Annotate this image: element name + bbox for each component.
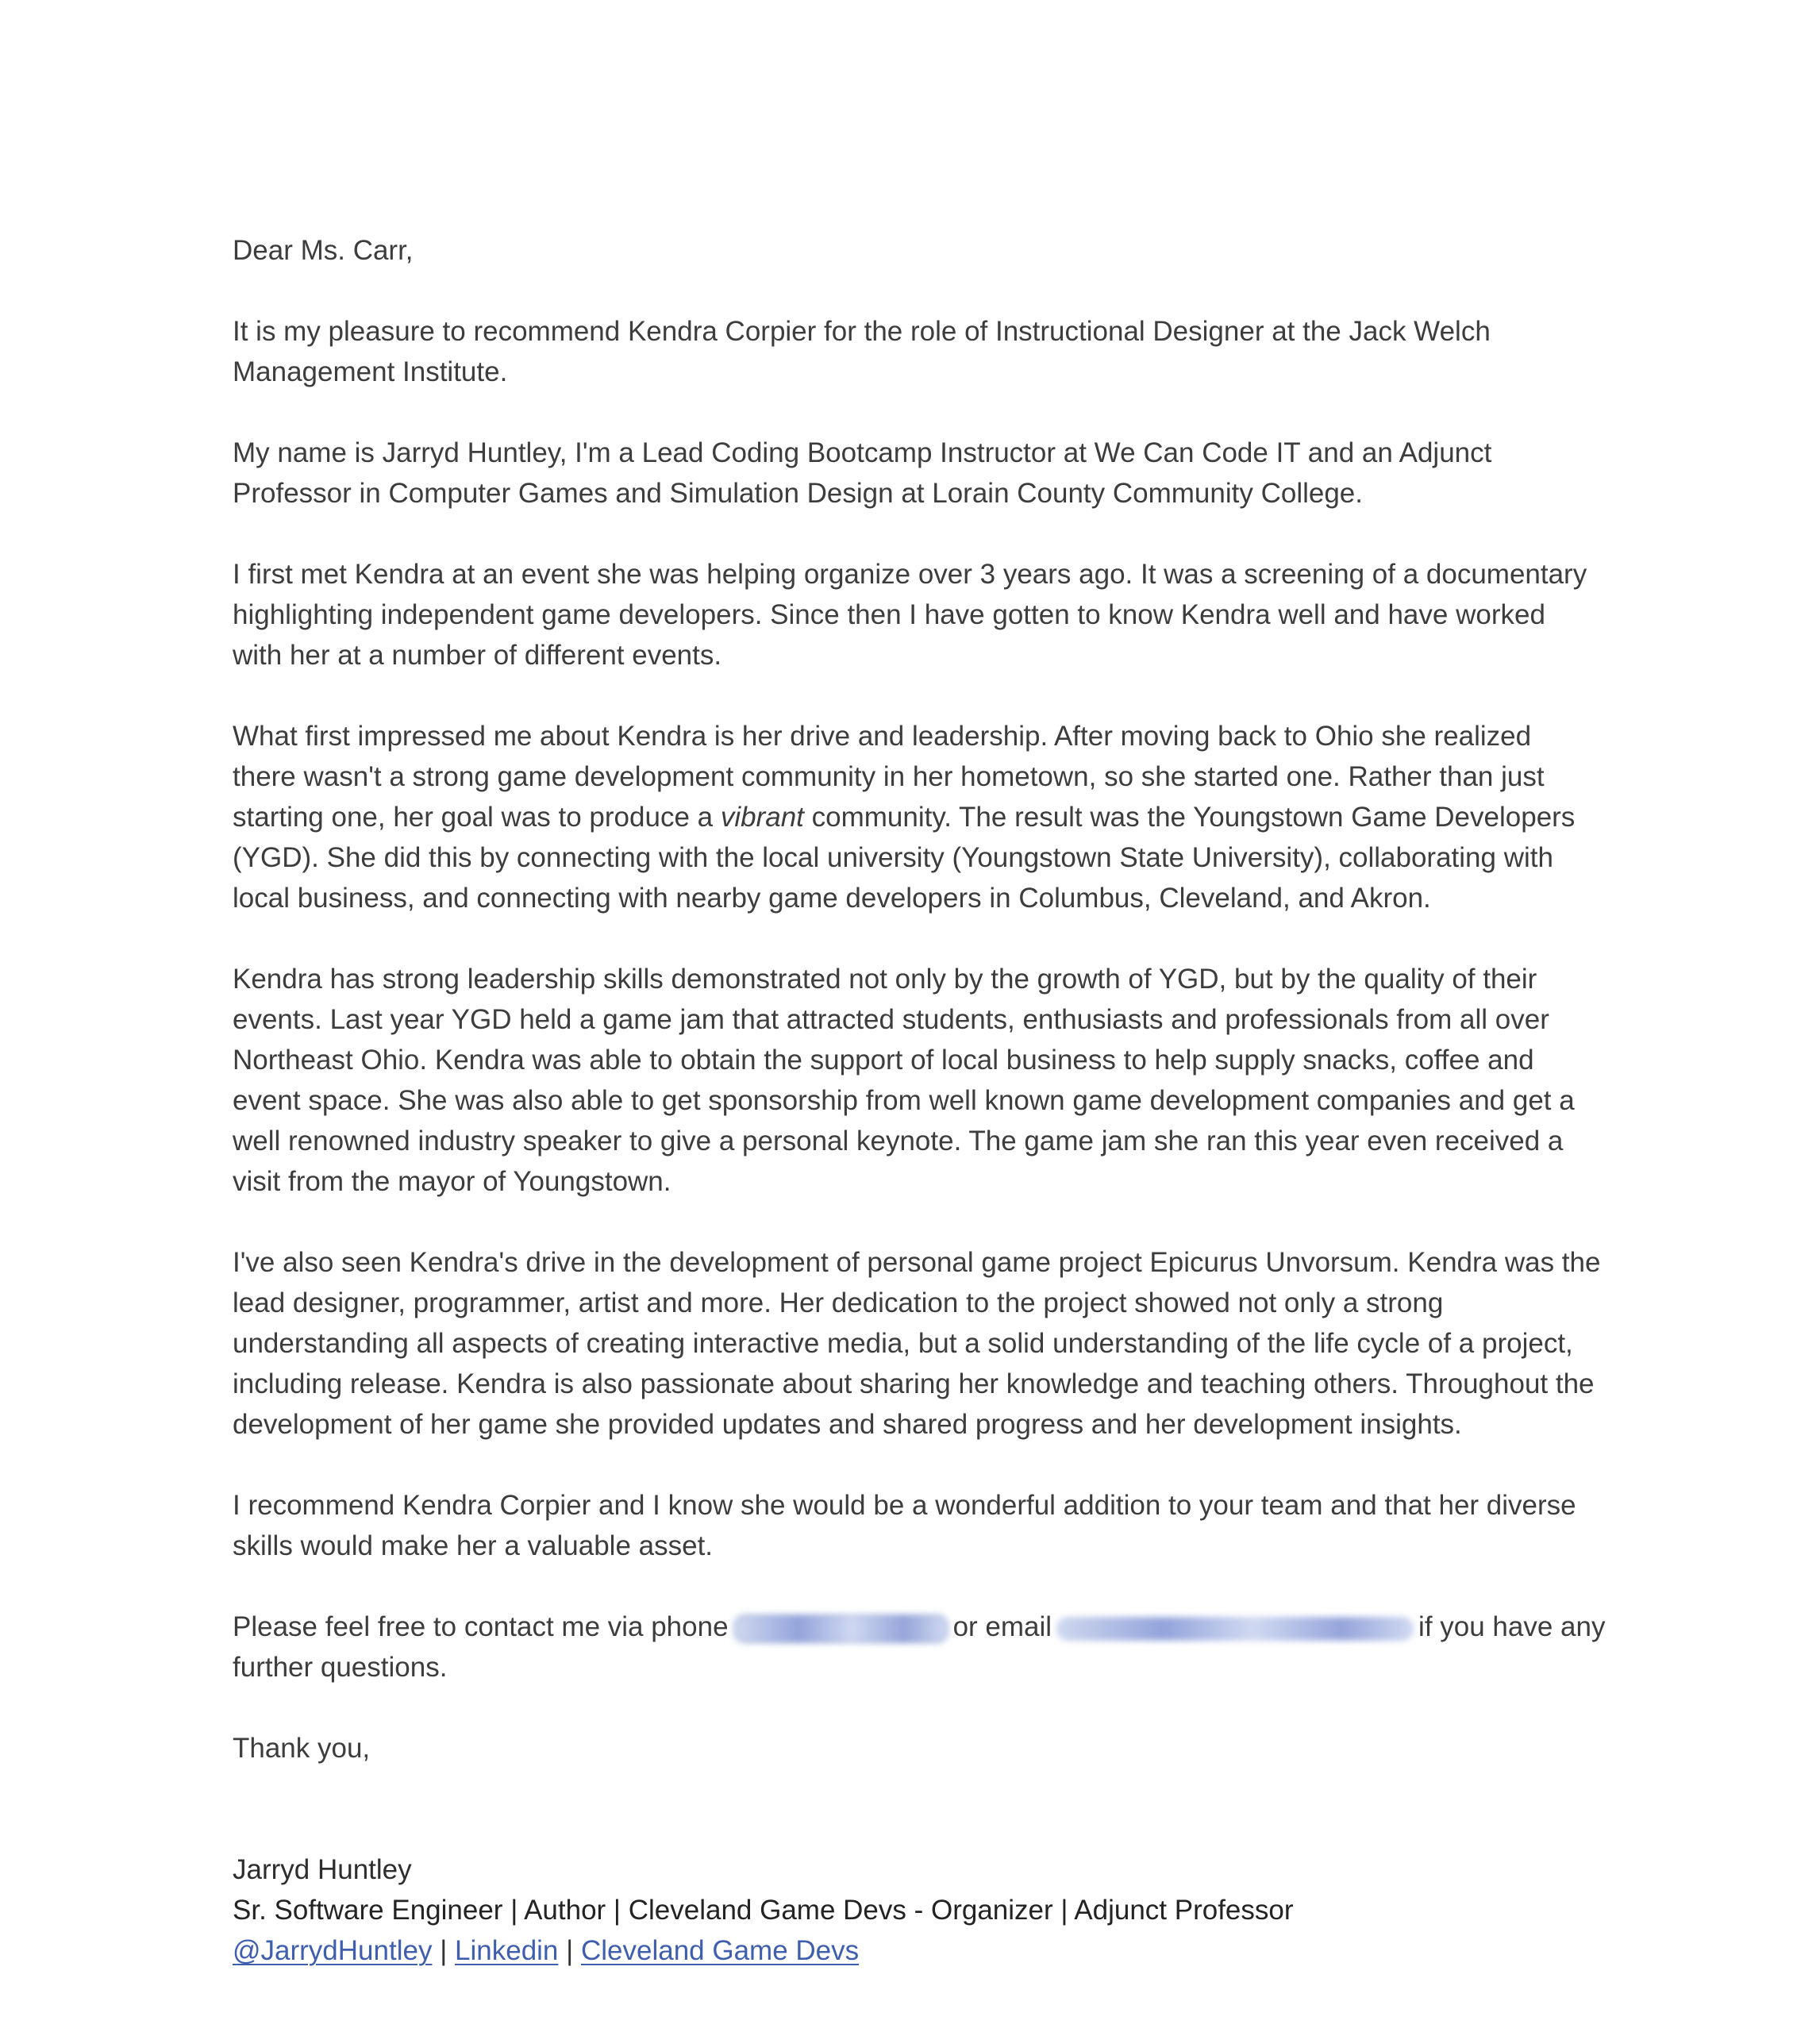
paragraph-line: highlighting independent game developers. Since then I have gotten to know Kendra well and have worked: [233, 599, 1545, 630]
paragraph-line: development of her game she provided updates and shared progress and her development insights.: [233, 1409, 1462, 1440]
paragraph-line: event space. She was also able to get sponsorship from well known game development companies and get a: [233, 1085, 1575, 1116]
signature-spacer: [233, 1809, 1788, 1849]
closing: [233, 1728, 1788, 1768]
link-separator: |: [566, 1935, 574, 1966]
paragraph-line: [233, 797, 1788, 837]
paragraph-drive-leadership: [233, 716, 1788, 918]
paragraph-recommendation: [233, 1485, 1788, 1566]
linkedin-link[interactable]: Linkedin: [455, 1935, 559, 1966]
contact-text-before-phone: Please feel free to contact me via phone: [233, 1611, 729, 1642]
text-segment: community. The result was the Youngstown Game Developers: [803, 802, 1576, 833]
paragraph-line: local business, and connecting with nearby game developers in Columbus, Cleveland, and Akron.: [233, 883, 1431, 914]
signature-name: Jarryd Huntley: [233, 1854, 412, 1885]
twitter-handle-link[interactable]: @JarrydHuntley: [233, 1935, 433, 1966]
closing-text: Thank you,: [233, 1733, 371, 1764]
paragraph-line: [233, 1607, 1788, 1647]
paragraph-line: My name is Jarryd Huntley, I'm a Lead Coding Bootcamp Instructor at We Can Code IT and an Adjunct: [233, 437, 1492, 468]
emphasis-vibrant: vibrant: [720, 802, 804, 833]
paragraph-line: visit from the mayor of Youngstown.: [233, 1166, 671, 1197]
signature-titles: Sr. Software Engineer | Author | Cleveland Game Devs - Organizer | Adjunct Professor: [233, 1895, 1294, 1926]
paragraph-line: lead designer, programmer, artist and more. Her dedication to the project showed not only a strong: [233, 1287, 1444, 1318]
paragraph-line: Professor in Computer Games and Simulation Design at Lorain County Community College.: [233, 478, 1363, 509]
signature-block: [233, 1849, 1788, 1971]
paragraph-first-met: [233, 554, 1788, 675]
letter-body: [233, 230, 1788, 1971]
paragraph-contact: [233, 1607, 1788, 1688]
paragraph-line: Management Institute.: [233, 356, 508, 387]
paragraph-leadership-skills: [233, 959, 1788, 1202]
paragraph-line: understanding all aspects of creating interactive media, but a solid understanding of the life cycle of a project,: [233, 1328, 1573, 1359]
salutation: [233, 230, 1788, 271]
paragraph-line: What first impressed me about Kendra is her drive and leadership. After moving back to Ohio she realized: [233, 721, 1532, 752]
paragraph-line: with her at a number of different events.: [233, 640, 722, 671]
paragraph-line: well renowned industry speaker to give a personal keynote. The game jam she ran this year even received a: [233, 1126, 1564, 1156]
paragraph-line: skills would make her a valuable asset.: [233, 1530, 714, 1561]
paragraph-line: I recommend Kendra Corpier and I know she would be a wonderful addition to your team and that her diverse: [233, 1490, 1576, 1521]
paragraph-line: (YGD). She did this by connecting with the local university (Youngstown State University), collaborating with: [233, 842, 1553, 873]
paragraph-line: Kendra has strong leadership skills demonstrated not only by the growth of YGD, but by the quality of their: [233, 964, 1537, 995]
salutation-text: Dear Ms. Carr,: [233, 235, 414, 266]
signature-links: [233, 1930, 1788, 1971]
redacted-phone-number[interactable]: [733, 1614, 948, 1643]
paragraph-line: It is my pleasure to recommend Kendra Corpier for the role of Instructional Designer at the Jack Welch: [233, 316, 1491, 347]
paragraph-intro: [233, 311, 1788, 392]
paragraph-line: including release. Kendra is also passionate about sharing her knowledge and teaching others. Throughout the: [233, 1368, 1595, 1399]
paragraph-line: Northeast Ohio. Kendra was able to obtain the support of local business to help supply snacks, coffee and: [233, 1045, 1534, 1076]
paragraph-line: further questions.: [233, 1652, 448, 1683]
text-segment: starting one, her goal was to produce a: [233, 802, 721, 833]
contact-text-after-email: if you have any: [1418, 1611, 1606, 1642]
paragraph-game-project: [233, 1242, 1788, 1445]
paragraph-line: I first met Kendra at an event she was helping organize over 3 years ago. It was a screening of a documentary: [233, 559, 1587, 590]
paragraph-line: events. Last year YGD held a game jam that attracted students, enthusiasts and professionals from all over: [233, 1004, 1549, 1035]
redacted-email-link[interactable]: [1056, 1617, 1414, 1641]
paragraph-author-intro: [233, 433, 1788, 514]
contact-text-between: or email: [952, 1611, 1052, 1642]
link-separator: |: [440, 1935, 448, 1966]
cleveland-game-devs-link[interactable]: Cleveland Game Devs: [580, 1935, 860, 1966]
paragraph-line: there wasn't a strong game development community in her hometown, so she started one. Rather than just: [233, 761, 1545, 792]
paragraph-line: I've also seen Kendra's drive in the development of personal game project Epicurus Unvorsum. Kendra was the: [233, 1247, 1601, 1278]
